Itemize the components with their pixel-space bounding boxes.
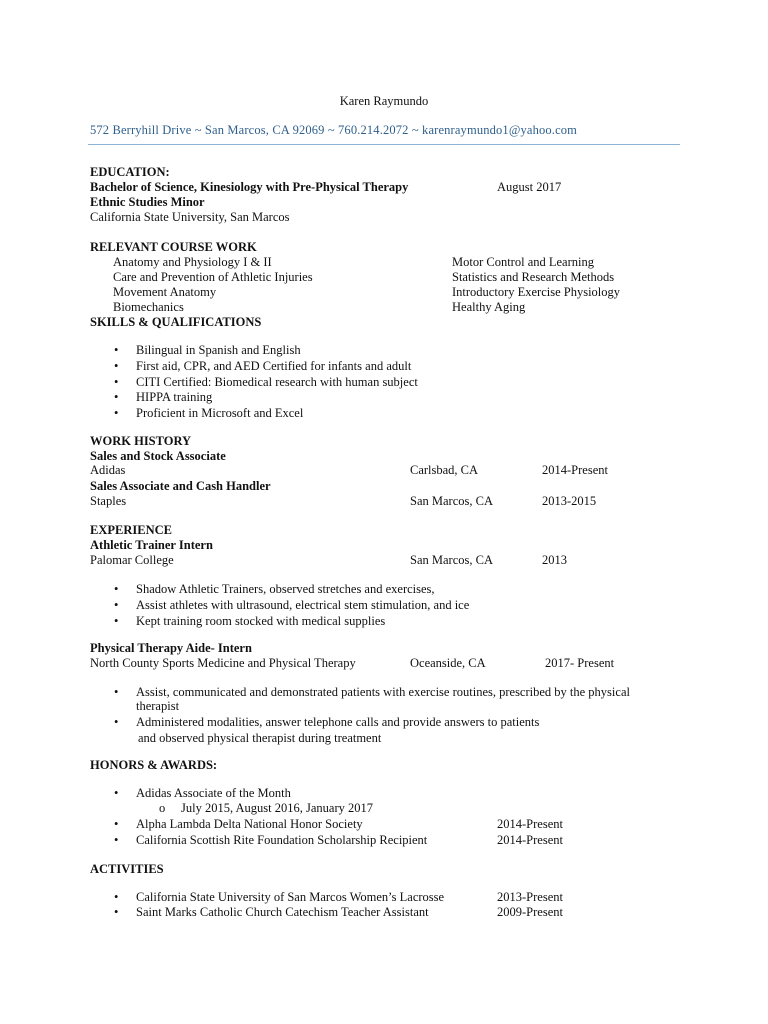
course-item: Care and Prevention of Athletic Injuries <box>113 270 313 284</box>
job-location: San Marcos, CA <box>410 494 493 508</box>
job-dates: 2014-Present <box>542 463 608 477</box>
course-item: Anatomy and Physiology I & II <box>113 255 272 269</box>
bullet-icon: • <box>114 375 119 389</box>
minor: Ethnic Studies Minor <box>90 195 205 209</box>
role-title: Athletic Trainer Intern <box>90 538 213 552</box>
course-item: Healthy Aging <box>452 300 526 314</box>
role-location: San Marcos, CA <box>410 553 493 567</box>
school: California State University, San Marcos <box>90 210 290 224</box>
job-location: Carlsbad, CA <box>410 463 479 477</box>
role-location: Oceanside, CA <box>410 656 486 670</box>
education-heading: EDUCATION: <box>90 165 170 179</box>
bullet-icon: • <box>114 582 119 596</box>
coursework-heading: RELEVANT COURSE WORK <box>90 240 257 254</box>
bullet-icon: • <box>114 614 119 628</box>
role-bullet-continuation: therapist <box>136 699 180 713</box>
activity-date: 2009-Present <box>497 905 563 919</box>
activities-heading: ACTIVITIES <box>90 862 164 876</box>
header-divider <box>88 144 680 145</box>
role-org: North County Sports Medicine and Physical Therapy <box>90 656 356 670</box>
bullet-icon: • <box>114 833 119 847</box>
bullet-icon: • <box>114 905 119 919</box>
honor-date: 2014-Present <box>497 833 563 847</box>
course-item: Motor Control and Learning <box>452 255 594 269</box>
course-item: Movement Anatomy <box>113 285 217 299</box>
bullet-icon: • <box>114 715 119 729</box>
bullet-icon: • <box>114 817 119 831</box>
role-dates: 2013 <box>542 553 567 567</box>
bullet-icon: • <box>114 890 119 904</box>
contact-line: 572 Berryhill Drive ~ San Marcos, CA 92069 ~ 760.214.2072 ~ karenraymundo1@yahoo.com <box>90 123 578 137</box>
job-title: Sales Associate and Cash Handler <box>90 479 271 493</box>
bullet-icon: • <box>114 390 119 404</box>
role-dates: 2017- Present <box>545 656 615 670</box>
resume-name: Karen Raymundo <box>339 94 429 108</box>
bullet-icon: • <box>114 685 119 699</box>
job-org: Staples <box>90 494 127 508</box>
bullet-icon: • <box>114 406 119 420</box>
skills-heading: SKILLS & QUALIFICATIONS <box>90 315 262 329</box>
role-bullet-continuation: and observed physical therapist during treatment <box>138 731 382 745</box>
bullet-icon: • <box>114 343 119 357</box>
honor-date: 2014-Present <box>497 817 563 831</box>
honor-subitem: July 2015, August 2016, January 2017 <box>181 801 374 815</box>
work-heading: WORK HISTORY <box>90 434 192 448</box>
honors-heading: HONORS & AWARDS: <box>90 758 218 772</box>
degree-date: August 2017 <box>497 180 562 194</box>
role-org: Palomar College <box>90 553 174 567</box>
experience-heading: EXPERIENCE <box>90 523 172 537</box>
job-title: Sales and Stock Associate <box>90 449 226 463</box>
course-item: Biomechanics <box>113 300 184 314</box>
course-item: Statistics and Research Methods <box>452 270 615 284</box>
course-item: Introductory Exercise Physiology <box>452 285 621 299</box>
degree: Bachelor of Science, Kinesiology with Pre-Physical Therapy <box>90 180 409 194</box>
bullet-icon: • <box>114 598 119 612</box>
bullet-icon: • <box>114 359 119 373</box>
activity-date: 2013-Present <box>497 890 563 904</box>
job-org: Adidas <box>90 463 126 477</box>
role-title: Physical Therapy Aide- Intern <box>90 641 252 655</box>
sub-bullet-icon: o <box>159 801 166 815</box>
job-dates: 2013-2015 <box>542 494 597 508</box>
bullet-icon: • <box>114 786 119 800</box>
